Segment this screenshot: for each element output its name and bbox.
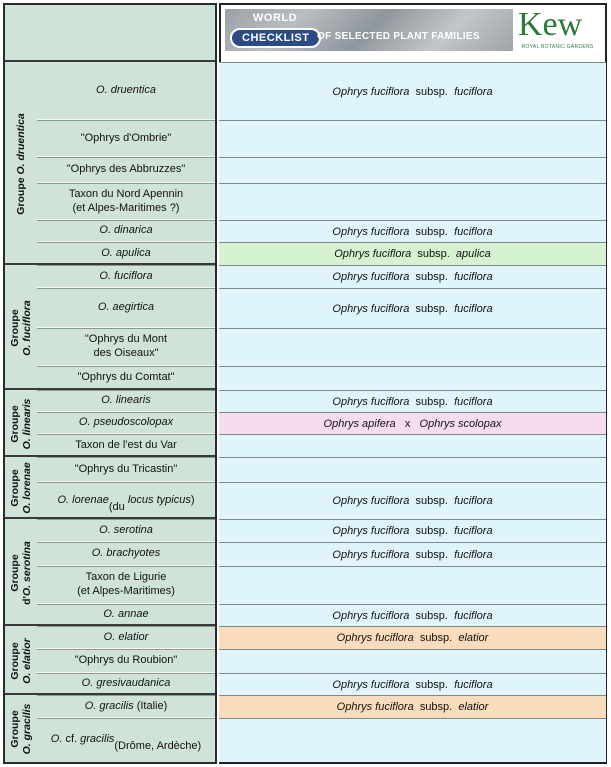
group-divider bbox=[5, 60, 215, 62]
group-label bbox=[5, 390, 37, 457]
species-name-text: O. gracilis bbox=[84, 699, 134, 712]
species-list-panel bbox=[3, 3, 217, 764]
accepted-name-text: Ophrys fuciflora bbox=[336, 701, 414, 713]
accepted-name-text: subsp. bbox=[409, 548, 455, 561]
accepted-name-text: Ophrys fuciflora bbox=[332, 271, 410, 283]
row-divider bbox=[37, 541, 215, 542]
accepted-name-text: apulica bbox=[455, 248, 491, 260]
accepted-name-text: Ophrys fuciflora bbox=[332, 548, 410, 561]
species-row bbox=[37, 242, 215, 265]
checklist-row bbox=[219, 242, 606, 265]
species-name-text: O. lorenae bbox=[57, 493, 109, 506]
group-divider bbox=[5, 263, 215, 265]
accepted-name-text: Ophrys apifera bbox=[323, 417, 396, 430]
species-name-text: locus typicus bbox=[127, 493, 191, 506]
species-row bbox=[37, 265, 215, 288]
kew-logo-word: Kew bbox=[518, 6, 583, 43]
row-divider bbox=[37, 365, 215, 366]
group-label bbox=[5, 626, 37, 695]
row-divider bbox=[37, 481, 215, 482]
group-label-text: Groupe d'O. serotina bbox=[8, 540, 33, 605]
accepted-name-text: subsp. bbox=[413, 701, 459, 713]
species-name-text: "Ophrys du Tricastin" bbox=[74, 462, 178, 475]
accepted-name-text: Ophrys scolopax bbox=[419, 417, 502, 430]
species-name-text: "Ophrys d'Ombrie" bbox=[80, 131, 172, 144]
species-name-text: O. linearis bbox=[101, 394, 151, 407]
group-label-text: Groupe O. linearis bbox=[8, 398, 33, 449]
group-divider bbox=[5, 693, 215, 695]
row-divider bbox=[37, 648, 215, 649]
accepted-name-text: Ophrys fuciflora bbox=[332, 525, 410, 537]
accepted-name-text: fuciflora bbox=[454, 525, 493, 537]
checklist-row bbox=[219, 626, 606, 649]
accepted-name-text: fuciflora bbox=[454, 271, 493, 283]
group-label-text: Groupe O. druentica bbox=[14, 112, 27, 215]
accepted-name-text: subsp. bbox=[409, 609, 455, 622]
group-label-text: Groupe O. lorenae bbox=[8, 462, 33, 514]
accepted-name-text: subsp. bbox=[411, 248, 456, 260]
group-label bbox=[5, 265, 37, 390]
checklist-row bbox=[219, 718, 606, 762]
group-label bbox=[5, 457, 37, 519]
species-name-text: O. annae bbox=[103, 608, 149, 621]
checklist-row bbox=[219, 695, 606, 718]
accepted-name-text: subsp. bbox=[409, 271, 455, 283]
checklist-row bbox=[219, 328, 606, 366]
species-row bbox=[37, 519, 215, 542]
species-row bbox=[37, 390, 215, 412]
species-name-text: gracilis bbox=[80, 733, 115, 746]
species-name-text: O. apulica bbox=[101, 246, 151, 259]
row-divider bbox=[37, 287, 215, 288]
species-row bbox=[37, 412, 215, 434]
accepted-name-text: subsp. bbox=[413, 632, 459, 644]
accepted-name-text: Ophrys fuciflora bbox=[332, 609, 410, 622]
checklist-row bbox=[219, 183, 606, 220]
accepted-name-text: subsp. bbox=[409, 85, 455, 98]
banner-world-text: WORLD bbox=[253, 12, 298, 24]
accepted-name-text: fuciflora bbox=[454, 609, 493, 622]
group-label bbox=[5, 62, 37, 265]
row-divider bbox=[37, 156, 215, 157]
row-divider bbox=[37, 565, 215, 566]
species-name-text: O. elatior bbox=[103, 630, 149, 643]
species-name-text: Taxon du Nord Apennin (et Alpes-Maritimes ?) bbox=[68, 187, 184, 214]
checklist-row bbox=[219, 482, 606, 519]
world-checklist-banner bbox=[225, 9, 513, 51]
species-row bbox=[37, 366, 215, 390]
accepted-name-text: subsp. bbox=[409, 225, 455, 238]
species-name-text: (Italie) bbox=[133, 699, 168, 712]
species-row bbox=[37, 626, 215, 649]
species-row bbox=[37, 120, 215, 157]
group-label bbox=[5, 519, 37, 626]
row-divider bbox=[37, 433, 215, 434]
checklist-row bbox=[219, 157, 606, 183]
accepted-name-text: fuciflora bbox=[454, 678, 493, 691]
species-row bbox=[37, 288, 215, 328]
banner-checklist-badge: CHECKLIST bbox=[230, 28, 321, 48]
species-name-text: "Ophrys du Roubion" bbox=[74, 654, 178, 667]
group-divider bbox=[5, 624, 215, 626]
kew-logo-subtitle: ROYAL BOTANIC GARDENS bbox=[521, 44, 594, 50]
row-divider bbox=[37, 119, 215, 120]
row-divider bbox=[37, 672, 215, 673]
species-name-text: O. serotina bbox=[99, 523, 153, 536]
species-name-text: O. gresivaudanica bbox=[81, 677, 171, 690]
accepted-name-text: subsp. bbox=[409, 495, 455, 507]
species-name-text: (du bbox=[108, 500, 125, 513]
checklist-row bbox=[219, 120, 606, 157]
species-row bbox=[37, 183, 215, 220]
row-divider bbox=[37, 241, 215, 242]
checklist-row bbox=[219, 412, 606, 434]
accepted-name-text: Ophrys fuciflora bbox=[336, 632, 414, 644]
species-name-text: O. druentica bbox=[96, 84, 156, 97]
group-divider bbox=[5, 455, 215, 457]
checklist-row bbox=[219, 390, 606, 412]
species-row bbox=[37, 673, 215, 695]
group-divider bbox=[5, 517, 215, 519]
species-name-text: O. bbox=[50, 733, 63, 746]
group-label-text: Groupe O. fuciflora bbox=[8, 299, 33, 356]
row-divider bbox=[37, 182, 215, 183]
species-row bbox=[37, 695, 215, 718]
row-divider bbox=[37, 603, 215, 604]
checklist-row bbox=[219, 542, 606, 566]
species-row bbox=[37, 457, 215, 482]
checklist-row bbox=[219, 604, 606, 626]
group-label-text: Groupe O. elatior bbox=[8, 637, 33, 684]
species-row bbox=[37, 62, 215, 120]
accepted-name-text: Ophrys fuciflora bbox=[332, 678, 410, 691]
species-row bbox=[37, 566, 215, 604]
species-name-text: O. brachyotes bbox=[91, 547, 161, 560]
species-row bbox=[37, 649, 215, 673]
accepted-name-text: subsp. bbox=[409, 395, 455, 408]
species-name-text: Taxon de Ligurie (et Alpes-Maritimes) bbox=[77, 571, 175, 597]
species-name-text: O. aegirtica bbox=[97, 301, 155, 314]
row-divider bbox=[37, 411, 215, 412]
accepted-name-text: elatior bbox=[458, 701, 489, 713]
row-divider bbox=[37, 219, 215, 220]
species-row bbox=[37, 718, 215, 762]
accepted-name-text: Ophrys fuciflora bbox=[332, 302, 410, 315]
species-name-text: Taxon de l'est du Var bbox=[75, 438, 177, 451]
accepted-name-text: fuciflora bbox=[454, 225, 493, 238]
species-name-text: "Ophrys des Abbruzzes" bbox=[66, 163, 186, 176]
kew-logo bbox=[515, 6, 600, 53]
accepted-name-text: fuciflora bbox=[454, 302, 493, 315]
accepted-name-text: Ophrys fuciflora bbox=[332, 495, 410, 507]
row-divider bbox=[37, 327, 215, 328]
accepted-name-text: Ophrys fuciflora bbox=[334, 248, 412, 260]
checklist-row bbox=[219, 434, 606, 457]
group-divider bbox=[5, 388, 215, 390]
species-name-text: O. pseudoscolopax bbox=[78, 416, 174, 429]
row-divider bbox=[37, 717, 215, 718]
checklist-row bbox=[219, 220, 606, 242]
species-name-text: O. dinarica bbox=[99, 224, 153, 237]
accepted-name-text: Ophrys fuciflora bbox=[332, 85, 410, 98]
species-row bbox=[37, 434, 215, 457]
accepted-name-text: Ophrys fuciflora bbox=[332, 225, 410, 238]
checklist-row bbox=[219, 673, 606, 695]
species-row bbox=[37, 542, 215, 566]
species-name-text: "Ophrys du Comtat" bbox=[77, 371, 175, 384]
checklist-row bbox=[219, 457, 606, 482]
accepted-name-text: subsp. bbox=[409, 525, 455, 537]
accepted-name-text: subsp. bbox=[409, 678, 455, 691]
accepted-name-text: fuciflora bbox=[454, 495, 493, 507]
checklist-row bbox=[219, 265, 606, 288]
species-row bbox=[37, 220, 215, 242]
accepted-name-text: fuciflora bbox=[454, 395, 493, 408]
checklist-row bbox=[219, 566, 606, 604]
species-name-text: (Drôme, Ardèche) bbox=[114, 740, 202, 752]
accepted-name-text: x bbox=[395, 417, 420, 430]
species-name-text: ) bbox=[190, 493, 195, 506]
banner-subtitle: OF SELECTED PLANT FAMILIES bbox=[317, 31, 480, 42]
accepted-name-text: fuciflora bbox=[454, 85, 493, 98]
checklist-row bbox=[219, 366, 606, 390]
checklist-row bbox=[219, 649, 606, 673]
checklist-row bbox=[219, 288, 606, 328]
checklist-row bbox=[219, 62, 606, 120]
accepted-name-text: Ophrys fuciflora bbox=[332, 395, 410, 408]
species-name-text: "Ophrys du Mont des Oiseaux" bbox=[84, 333, 168, 359]
species-row bbox=[37, 604, 215, 626]
group-label-text: Groupe O. gracilis bbox=[8, 703, 33, 754]
species-row bbox=[37, 328, 215, 366]
species-row bbox=[37, 157, 215, 183]
accepted-name-text: subsp. bbox=[409, 302, 455, 315]
checklist-row bbox=[219, 519, 606, 542]
accepted-name-text: fuciflora bbox=[454, 548, 493, 561]
species-name-text: O. fuciflora bbox=[99, 269, 153, 282]
group-label bbox=[5, 695, 37, 762]
accepted-name-text: elatior bbox=[458, 632, 489, 644]
species-row bbox=[37, 482, 215, 519]
species-name-text: cf. bbox=[62, 733, 81, 746]
